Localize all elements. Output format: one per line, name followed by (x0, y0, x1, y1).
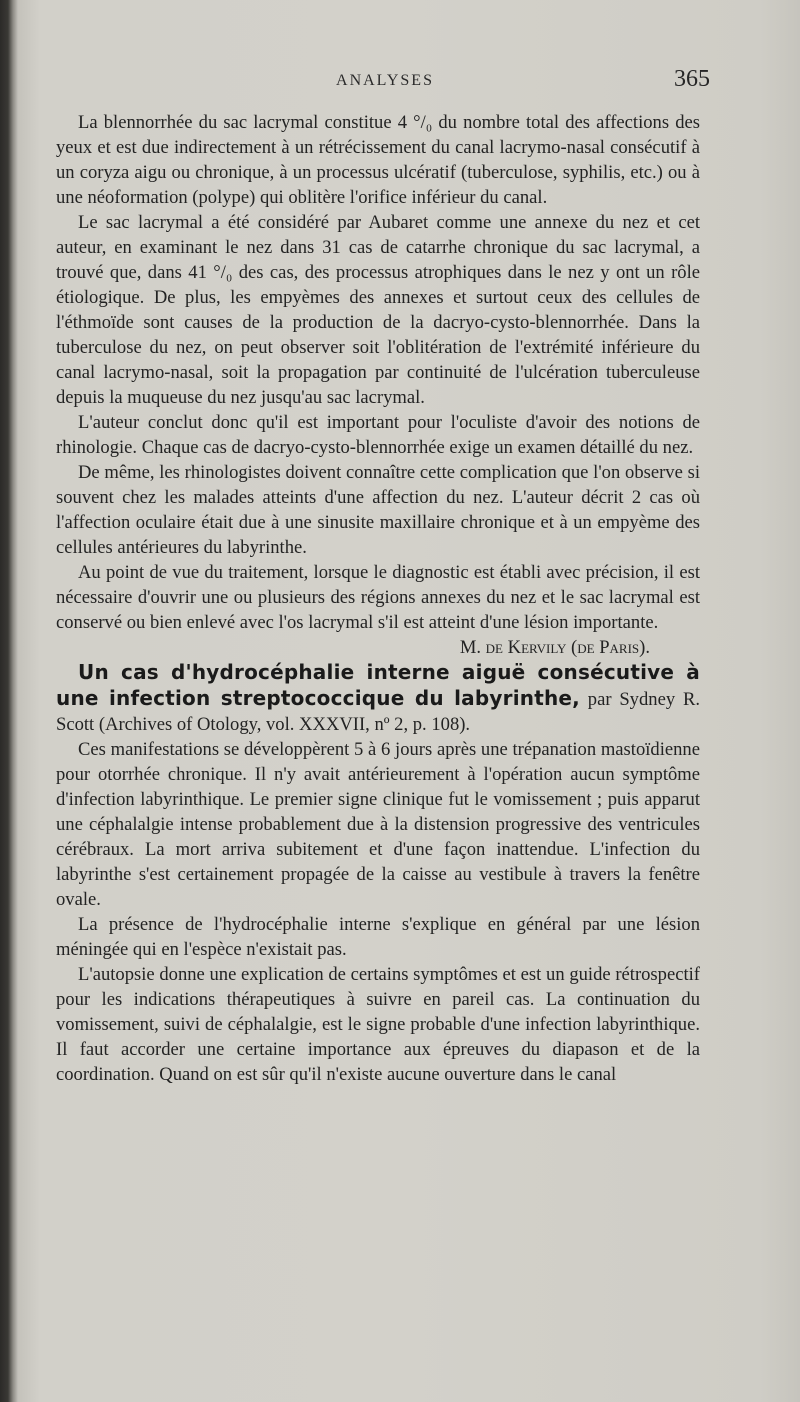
paragraph: Ces manifestations se développèrent 5 à 6 jours après une trépanation mastoïdienne pour otorrhée chronique. Il n'y avait antérieurement à l'opération aucun symptôme d'infection labyrinthique. Le premier signe clinique fut le vomissement ; puis apparut une céphalalgie intense probablement due à la distension progressive des ventricules cérébraux. La mort arriva subitement et d'une façon inattendue. L'infection du labyrinthe s'est certainement propagée de la caisse au vestibule à travers la fenêtre ovale. (56, 739, 700, 910)
article-title: Un cas d'hydrocéphalie interne aiguë consécutive à une infection streptococcique du labyrinthe, (56, 660, 700, 710)
article-title-block (56, 660, 700, 737)
body-text (56, 110, 700, 1087)
paragraph: L'autopsie donne une explication de certains symptômes et est un guide rétrospectif pour les indications thérapeutiques à suivre en pareil cas. La continuation du vomissement, suivi de céphalalgie, est le signe probable d'une infection labyrinthique. Il faut accorder une certaine importance aux épreuves du diapason et de la coordination. Quand on est sûr qu'il n'existe aucune ouverture dans le canal (56, 964, 700, 1085)
paragraph: De même, les rhinologistes doivent connaître cette complication que l'on observe si souvent chez les malades atteints d'une affection du nez. L'auteur décrit 2 cas où l'affection oculaire était due à une sinusite maxillaire chronique et à un empyème des cellules antérieures du labyrinthe. (56, 462, 700, 558)
author-signature: M. de Kervily (de Paris). (459, 637, 650, 658)
paragraph: L'auteur conclut donc qu'il est important pour l'oculiste d'avoir des notions de rhinologie. Chaque cas de dacryo-cysto-blennorrhée exige un examen détaillé du nez. (56, 412, 700, 458)
page-header (60, 66, 710, 100)
paragraph: La présence de l'hydrocéphalie interne s'explique en général par une lésion méningée qui en l'espèce n'existait pas. (56, 914, 700, 960)
running-head: ANALYSES (336, 72, 434, 89)
page-number: 365 (674, 66, 710, 92)
paragraph: La blennorrhée du sac lacrymal constitue 4 °/₀ du nombre total des affections des yeux et est due indirectement à un rétrécissement du canal lacrymo-nasal consécutif à un coryza aigu ou chronique, à un processus ulcératif (tuberculose, syphilis, etc.) ou à une néoformation (polype) qui oblitère l'orifice inférieur du canal. (56, 112, 700, 208)
paragraph: Au point de vue du traitement, lorsque le diagnostic est établi avec précision, il est nécessaire d'ouvrir une ou plusieurs des régions annexes du nez et le sac lacrymal est conservé ou bien enlevé avec l'os lacrymal s'il est atteint d'une lésion importante. (56, 562, 700, 633)
paragraph: Le sac lacrymal a été considéré par Aubaret comme une annexe du nez et cet auteur, en examinant le nez dans 31 cas de catarrhe chronique du sac lacrymal, a trouvé que, dans 41 °/₀ des cas, des processus atrophiques dans le nez y ont un rôle étiologique. De plus, les empyèmes des annexes et surtout ceux des cellules de l'éthmoïde sont causes de la production de la dacryo-cysto-blennorrhée. Dans la tuberculose du nez, on peut observer soit l'oblitération de l'extrémité inférieure du canal lacrymo-nasal, soit la propagation par continuité de l'ulcération tuberculeuse depuis la muqueuse du nez jusqu'au sac lacrymal. (56, 212, 700, 408)
article-source: par Sydney R. Scott (Archives of Otology, vol. XXXVII, nº 2, p. 108). (56, 689, 700, 735)
